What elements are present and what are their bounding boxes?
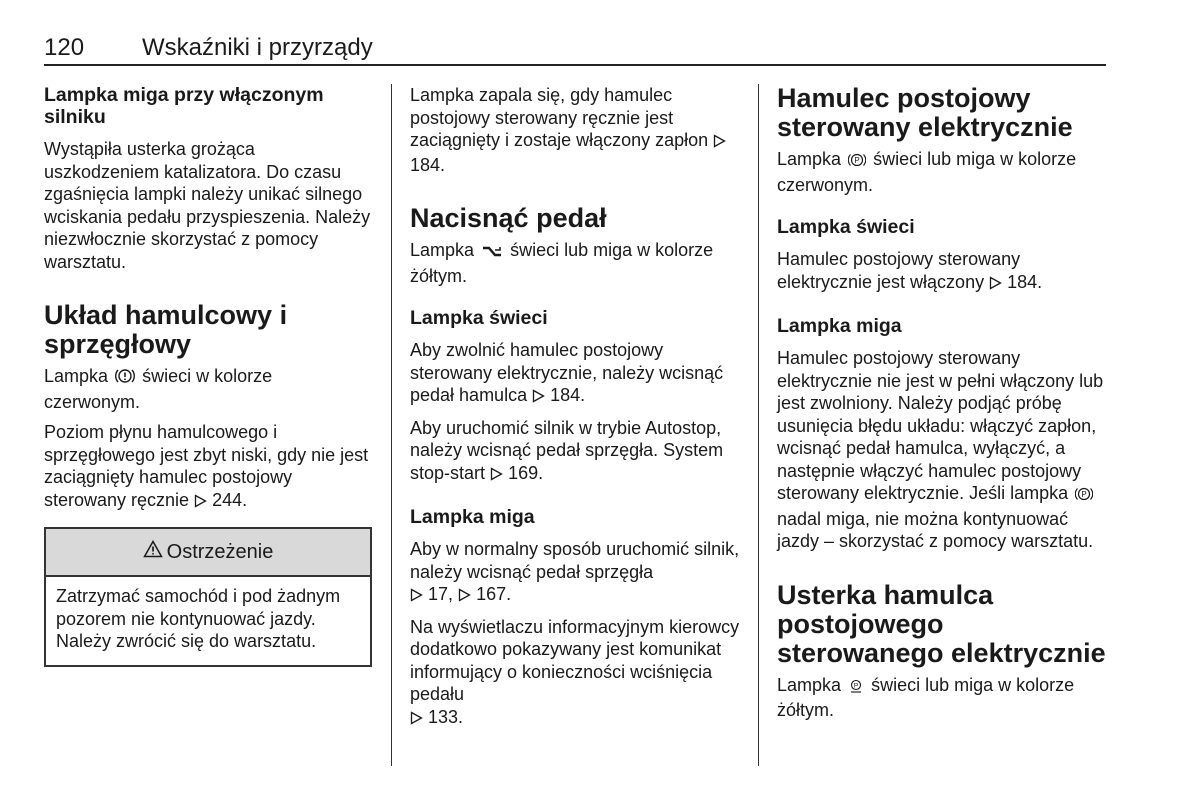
- fault-lamp-after: świeci lub miga w kolorze żółtym.: [777, 674, 1075, 720]
- column-divider: [758, 84, 759, 766]
- flash-page-ref-1: 17,: [428, 584, 454, 604]
- page-ref-icon: [532, 386, 545, 409]
- clutch-lamp-intro: [410, 84, 746, 176]
- display-page-ref: 133.: [428, 706, 464, 727]
- lamp-flash-text: [410, 538, 746, 608]
- column-1: [44, 84, 372, 667]
- brake-warning-icon: [115, 367, 135, 391]
- epb-flash-heading: Lampka miga: [777, 315, 902, 337]
- svg-text:P: P: [1081, 490, 1087, 499]
- page-ref-icon: [490, 464, 503, 487]
- fluid-text-body: Poziom płynu hamulcowego i sprzęgłowego jest zbyt niski, gdy nie jest zaciągnięty hamulec postojowy sterowany ręcznie: [44, 422, 369, 510]
- autostop-page-ref: 169.: [508, 462, 544, 483]
- warning-title: Ostrzeżenie: [166, 540, 274, 563]
- epb-lit-text: [777, 248, 1111, 295]
- pedal-lamp-text: [410, 239, 746, 287]
- page-ref-icon: [410, 708, 423, 731]
- column-3: [777, 84, 1111, 730]
- column-2: [410, 84, 746, 738]
- engine-lamp-text: Wystąpiła usterka grożąca uszkodzeniem katalizatora. Do czasu zgaśnięcia lampki należy unikać silnego wciskania pedału przyspieszenia. Należy niezwłocznie skorzystać z pomocy warsztatu.: [44, 139, 371, 272]
- epb-lit-text-body: Hamulec postojowy sterowany elektrycznie jest włączony: [777, 249, 1021, 292]
- press-pedal-icon: [481, 242, 503, 265]
- warning-box: [44, 527, 372, 667]
- warning-header: [46, 529, 370, 577]
- epb-flash-text-before: Hamulec postojowy sterowany elektrycznie nie jest w pełni włączony lub jest zwolniony. Należy podjąć próbę usunięcia błędu układu: włączyć zapłon, wcisnąć pedał hamulca, wyłączyć, a następnie włączyć hamulec postojowy sterowany elektrycznie. Jeśli lampka: [777, 348, 1104, 503]
- brake-lamp-text-after: świeci w kolorze czerwonym.: [44, 366, 273, 412]
- page-ref-icon: [989, 273, 1002, 296]
- flash-text-body: Aby w normalny sposób uruchomić silnik, należy wcisnąć pedał sprzęgła: [410, 539, 740, 582]
- epb-lit-page-ref: 184.: [1007, 271, 1043, 292]
- brake-lamp-text: [44, 365, 372, 413]
- warning-triangle-icon: [143, 540, 167, 564]
- page-header: [44, 34, 1106, 66]
- display-text-body: Na wyświetlaczu informacyjnym kierowcy dodatkowo pokazywany jest komunikat informujący o konieczności wciśnięcia pedału: [410, 616, 740, 704]
- fault-lamp-before: Lampka: [777, 674, 842, 695]
- epb-fault-heading: Usterka hamulca postojowego sterowanego elektrycznie: [777, 579, 1106, 668]
- epb-fault-text: [777, 674, 1111, 722]
- epb-flash-text: [777, 347, 1111, 553]
- brake-system-heading: Układ hamulcowy i sprzęgłowy: [44, 300, 288, 359]
- lamp-lit-heading: Lampka świeci: [410, 307, 548, 329]
- epb-heading: Hamulec postojowy sterowany elektrycznie: [777, 83, 1073, 142]
- intro-text: Lampka zapala się, gdy hamulec postojowy sterowany ręcznie jest zaciągnięty i zostaje włączony zapłon: [410, 85, 709, 150]
- page-ref-icon: [458, 585, 471, 608]
- pedal-lamp-before: Lampka: [410, 240, 475, 260]
- press-pedal-heading: Nacisnąć pedał: [410, 203, 607, 233]
- svg-text:P: P: [854, 156, 860, 165]
- lit-text-body: Aby zwolnić hamulec postojowy sterowany elektrycznie, należy wcisnąć pedał hamulca: [410, 340, 724, 405]
- page-ref-icon: [410, 585, 423, 608]
- brake-lamp-text-before: Lampka: [44, 366, 109, 386]
- column-divider: [391, 84, 392, 766]
- autostop-text: [410, 417, 746, 487]
- display-text: [410, 616, 746, 731]
- lit-page-ref: 184.: [550, 385, 586, 405]
- svg-text:P: P: [853, 682, 859, 689]
- intro-page-ref: 184.: [410, 154, 446, 175]
- page-ref-icon: [713, 131, 726, 154]
- parking-brake-icon: [1075, 485, 1093, 508]
- epb-lamp-after: świeci lub miga w kolorze czerwonym.: [777, 149, 1077, 195]
- fluid-text: [44, 421, 372, 513]
- warning-text: Zatrzymać samochód i pod żadnym pozorem nie kontynuować jazdy. Należy zwrócić się do warsztatu.: [56, 586, 341, 651]
- flash-page-ref-2: 167.: [476, 584, 512, 604]
- pedal-lamp-after: świeci lub miga w kolorze żółtym.: [410, 240, 714, 286]
- parking-brake-fault-icon: [848, 677, 864, 700]
- autostop-text-body: Aby uruchomić silnik w trybie Autostop, należy wcisnąć pedał sprzęgła. System stop-start: [410, 417, 724, 483]
- parking-brake-icon: [848, 151, 866, 174]
- engine-lamp-heading: Lampka miga przy włączonym silniku: [44, 84, 324, 128]
- lamp-lit-text: [410, 339, 746, 409]
- chapter-title: Wskaźniki i przyrządy: [142, 34, 373, 61]
- epb-lamp-before: Lampka: [777, 149, 842, 169]
- fluid-page-ref: 244.: [212, 489, 248, 510]
- lamp-flash-heading: Lampka miga: [410, 506, 535, 528]
- epb-lit-heading: Lampka świeci: [777, 216, 915, 238]
- epb-lamp-text: [777, 148, 1111, 196]
- epb-flash-text-after: nadal miga, nie można kontynuować jazdy – skorzystać z pomocy warsztatu.: [777, 508, 1094, 551]
- page-number: 120: [44, 34, 85, 61]
- page-ref-icon: [194, 491, 207, 514]
